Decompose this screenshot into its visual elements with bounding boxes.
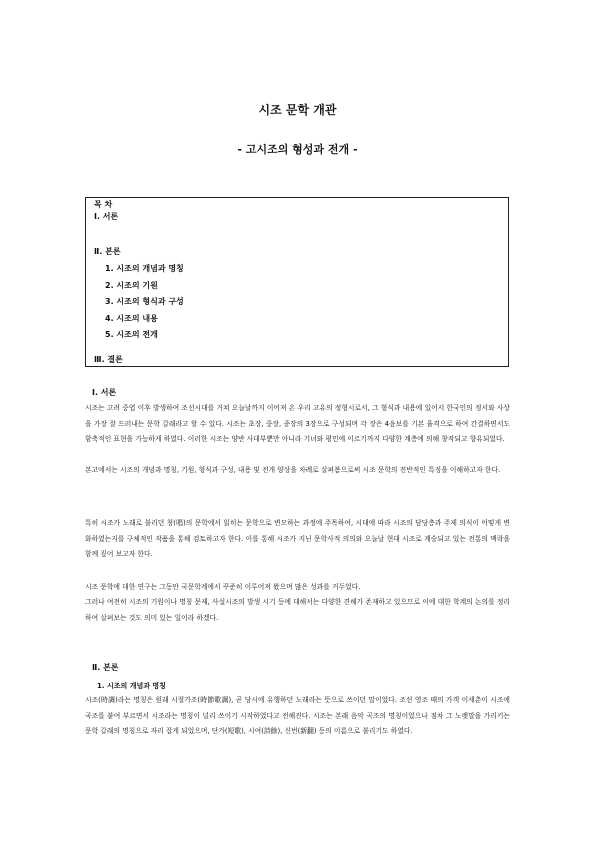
table-of-contents <box>85 197 509 367</box>
toc-item: Ⅲ. 결론 <box>94 355 123 364</box>
toc-label: 목 차 <box>94 200 113 209</box>
section-heading: Ⅰ. 서론 <box>92 388 117 397</box>
body-paragraph: 시조 문학에 대한 연구는 그동안 국문학계에서 꾸준히 이루어져 왔으며 많은 성과를 거두었다. <box>85 583 361 591</box>
section-heading: Ⅱ. 본론 <box>92 663 119 672</box>
subsection-heading: 1. 시조의 개념과 명칭 <box>97 682 166 690</box>
document-subtitle: - 고시조의 형성과 전개 - <box>237 143 358 156</box>
body-paragraph: 시조는 고려 중엽 이후 발생하여 조선시대를 거쳐 오늘날까지 이어져 온 우리 고유의 정형시로서, 그 형식과 내용에 있어서 한국인의 정서와 사상을 가장 잘 드러내는 문학 갈래라고 할 수 있다. 시조는 초장, 중장, 종장의 3장으로 구성되며 각 장은 4음보를 기본 율격으로 하여 간결하면서도 함축적인 표현을 가능하게 하였다. 이러한 시조는 양반 사대부뿐만 아니라 기녀와 평민에 이르기까지 다양한 계층에 의해 창작되고 향유되었다. <box>85 404 510 444</box>
toc-item: 1. 시조의 개념과 명칭 <box>105 264 184 273</box>
body-paragraph: 본고에서는 시조의 개념과 명칭, 기원, 형식과 구성, 내용 및 전개 양상을 차례로 살펴봄으로써 시조 문학의 전반적인 특징을 이해하고자 한다. <box>85 466 501 474</box>
body-paragraph: 특히 시조가 노래로 불리던 창(唱)의 문학에서 읽히는 문학으로 변모하는 과정에 주목하여, 시대에 따라 시조의 담당층과 주제 의식이 어떻게 변화하였는지를 구체적인 작품을 통해 검토하고자 한다. 이를 통해 시조가 지닌 문학사적 의의와 오늘날 현대 시조로 계승되고 있는 전통의 맥락을 함께 짚어 보고자 한다. <box>85 519 510 559</box>
document-title: 시조 문학 개관 <box>258 103 337 117</box>
toc-item: 5. 시조의 전개 <box>105 330 158 339</box>
toc-item: Ⅱ. 본론 <box>94 247 121 256</box>
toc-item: 4. 시조의 내용 <box>105 314 158 323</box>
toc-item: 2. 시조의 기원 <box>105 281 158 290</box>
body-paragraph: 시조(時調)라는 명칭은 원래 시절가조(時節歌調), 곧 당시에 유행하던 노래라는 뜻으로 쓰이던 말이었다. 조선 영조 때의 가객 이세춘이 시조에 곡조를 붙여 부르면서 시조라는 명칭이 널리 쓰이기 시작하였다고 전해진다. 시조는 본래 음악 곡조의 명칭이었으나 점차 그 노랫말을 가리키는 문학 갈래의 명칭으로 자리 잡게 되었으며, 단가(短歌), 시여(詩餘), 신번(新翻) 등의 이름으로 불리기도 하였다. <box>85 696 510 736</box>
toc-item: Ⅰ. 서론 <box>94 212 119 221</box>
toc-item: 3. 시조의 형식과 구성 <box>105 297 184 306</box>
body-paragraph: 그러나 여전히 시조의 기원이나 명칭 문제, 사설시조의 발생 시기 등에 대해서는 다양한 견해가 존재하고 있으므로 이에 대한 학계의 논의를 정리하여 살펴보는 것도 의미 있는 일이라 하겠다. <box>85 598 510 622</box>
